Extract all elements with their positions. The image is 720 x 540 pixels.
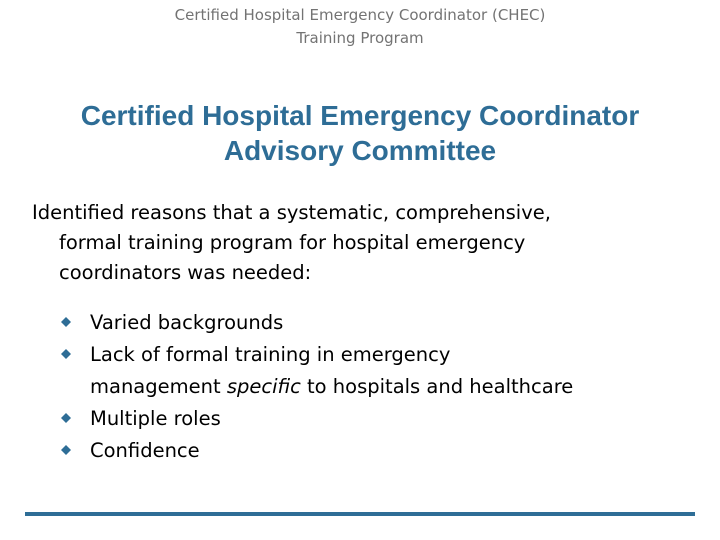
intro-line-3: coordinators was needed: xyxy=(59,261,312,284)
bullet-text-line-2-end: to hospitals and healthcare xyxy=(300,375,574,398)
intro-line-1: Identified reasons that a systematic, comprehensive, xyxy=(32,201,551,224)
bullet-text: Confidence xyxy=(90,439,200,462)
bottom-divider xyxy=(25,512,695,516)
slide-header xyxy=(0,4,720,50)
emphasis-specific: specific xyxy=(226,375,301,398)
bullet-item-multiple-roles xyxy=(59,403,699,435)
header-line-1: Certified Hospital Emergency Coordinator (CHEC) xyxy=(174,6,546,24)
header-line-2: Training Program xyxy=(296,29,424,47)
title-line-2: Advisory Committee xyxy=(223,135,497,166)
intro-paragraph xyxy=(32,198,692,288)
title-line-1: Certified Hospital Emergency Coordinator xyxy=(80,100,640,131)
bullet-text-line-2-start: management xyxy=(90,375,227,398)
bullet-item-varied-backgrounds xyxy=(59,307,699,339)
intro-line-2: formal training program for hospital emergency xyxy=(59,231,526,254)
bullet-text-line-1: Lack of formal training in emergency xyxy=(90,343,451,366)
diamond-bullet-icon xyxy=(61,445,71,455)
diamond-bullet-icon xyxy=(61,413,71,423)
bullet-text: Multiple roles xyxy=(90,407,221,430)
diamond-bullet-icon xyxy=(61,317,71,327)
diamond-bullet-icon xyxy=(61,349,71,359)
bullet-item-confidence xyxy=(59,435,699,467)
bullet-item-lack-of-training xyxy=(59,339,699,403)
bullet-text: Varied backgrounds xyxy=(90,311,284,334)
bullet-list xyxy=(59,307,699,467)
slide-title xyxy=(0,98,720,168)
